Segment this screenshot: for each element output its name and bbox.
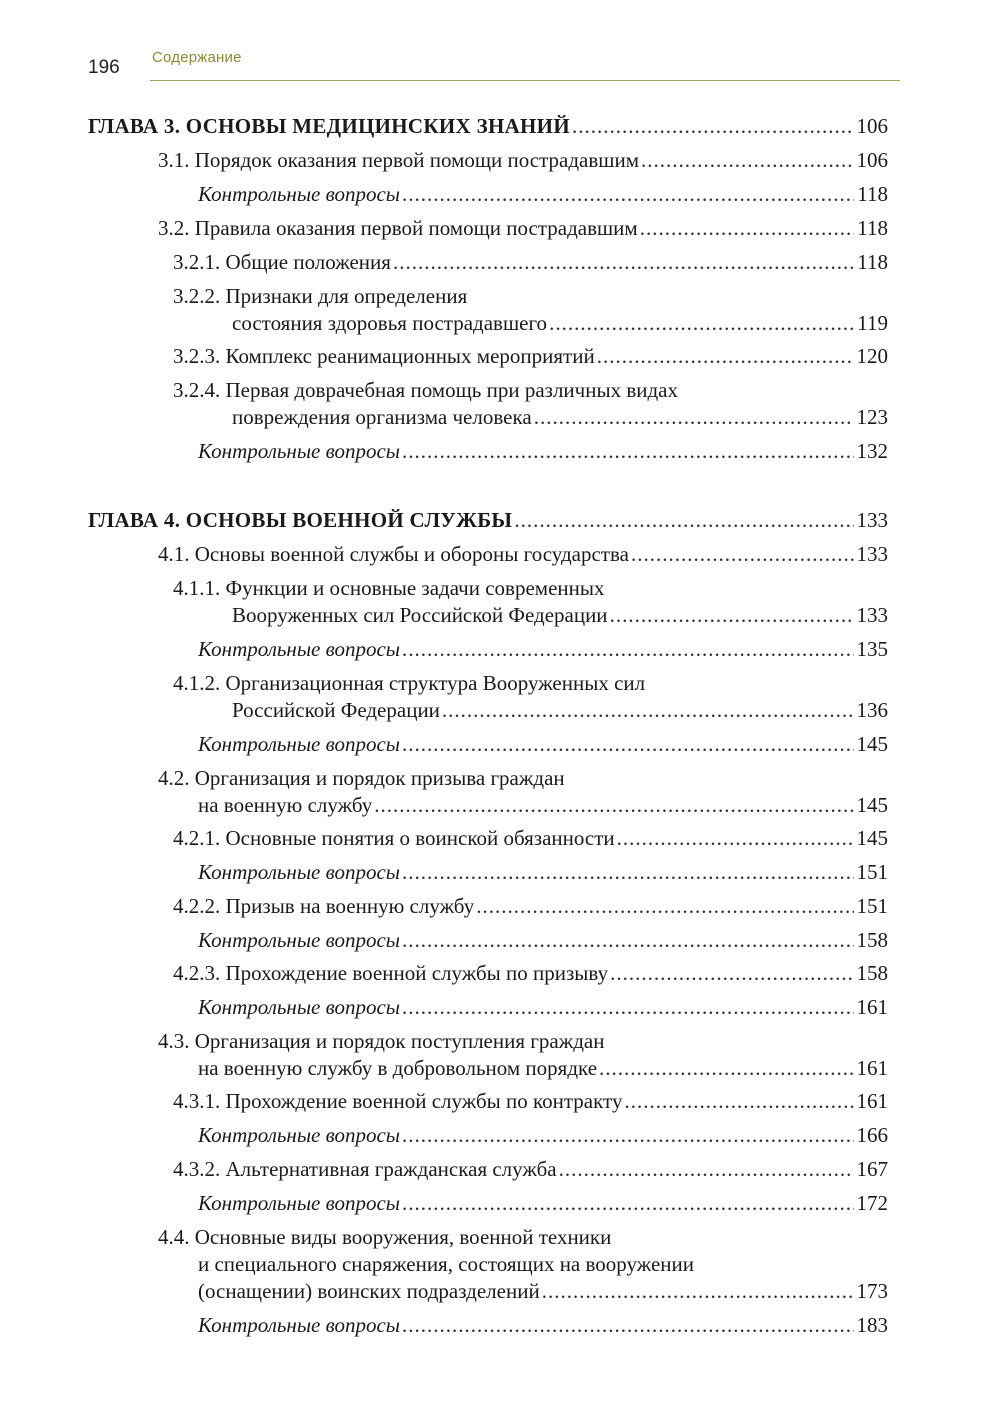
header-rule <box>150 80 900 81</box>
toc-page-number: 158 <box>856 928 888 952</box>
toc-page-number: 161 <box>856 1089 888 1113</box>
toc-entry-title: Контрольные вопросы <box>198 637 401 661</box>
toc-leader-dots <box>402 636 853 663</box>
toc-section-3-2[interactable] <box>158 215 888 242</box>
running-head: Содержание <box>152 49 242 66</box>
toc-page-number: 118 <box>857 250 888 274</box>
toc-leader-dots <box>393 249 854 276</box>
toc-section-4-1-2[interactable] <box>173 670 888 724</box>
toc-entry-title: Контрольные вопросы <box>198 732 401 756</box>
toc-entry-title: 3.2. Правила оказания первой помощи пострадавшим <box>158 216 638 240</box>
toc-leader-dots <box>610 602 854 629</box>
toc-entry-continuation: Российской Федерации <box>232 698 440 722</box>
toc-chapter-3[interactable] <box>88 113 888 140</box>
toc-section-4-2-1[interactable] <box>173 825 888 852</box>
toc-entry-title: 4.2.2. Призыв на военную службу <box>173 894 475 918</box>
toc-leader-dots <box>514 507 853 534</box>
toc-leader-dots <box>549 310 854 337</box>
toc-leader-dots <box>610 960 853 987</box>
toc-review-questions[interactable] <box>198 181 888 208</box>
toc-section-4-2[interactable] <box>158 765 888 819</box>
toc-page-number: 132 <box>856 439 888 463</box>
toc-entry-title: 4.1.2. Организационная структура Вооруженных сил <box>173 671 646 695</box>
toc-entry-title: 4.3.1. Прохождение военной службы по контракту <box>173 1089 623 1113</box>
toc-entry-title: Контрольные вопросы <box>198 995 401 1019</box>
toc-entry-title: ГЛАВА 4. ОСНОВЫ ВОЕННОЙ СЛУЖБЫ <box>88 508 513 532</box>
toc-entry-title: 3.2.4. Первая доврачебная помощь при различных видах <box>173 378 678 402</box>
toc-entry-title: 3.2.1. Общие положения <box>173 250 391 274</box>
toc-page-number: 145 <box>856 826 888 850</box>
toc-entry-title: 3.1. Порядок оказания первой помощи пострадавшим <box>158 148 639 172</box>
toc-section-3-2-4[interactable] <box>173 377 888 431</box>
toc-entry-continuation: повреждения организма человека <box>232 405 532 429</box>
toc-section-4-3-1[interactable] <box>173 1088 888 1115</box>
toc-page-number: 158 <box>856 961 888 985</box>
toc-section-4-4[interactable] <box>158 1224 888 1305</box>
toc-entry-title: 4.2. Организация и порядок призыва граждан <box>158 766 565 790</box>
toc-page-number: 133 <box>856 603 888 627</box>
toc-page-number: 106 <box>856 114 888 138</box>
toc-entry-title: Контрольные вопросы <box>198 439 401 463</box>
toc-leader-dots <box>631 541 854 568</box>
toc-entry-title: Контрольные вопросы <box>198 860 401 884</box>
toc-entry-continuation: и специального снаряжения, состоящих на вооружении <box>198 1252 694 1276</box>
toc-leader-dots <box>402 927 853 954</box>
toc-review-questions[interactable] <box>198 1190 888 1217</box>
toc-section-3-2-2[interactable] <box>173 283 888 337</box>
toc-section-3-2-1[interactable] <box>173 249 888 276</box>
toc-leader-dots <box>476 893 853 920</box>
toc-leader-dots <box>640 215 855 242</box>
toc-entry-title: ГЛАВА 3. ОСНОВЫ МЕДИЦИНСКИХ ЗНАНИЙ <box>88 114 570 138</box>
toc-review-questions[interactable] <box>198 636 888 663</box>
toc-page-number: 161 <box>856 995 888 1019</box>
toc-page-number: 161 <box>856 1056 888 1080</box>
toc-review-questions[interactable] <box>198 859 888 886</box>
toc-page-number: 133 <box>856 542 888 566</box>
toc-entry-title: 3.2.2. Признаки для определения <box>173 284 468 308</box>
toc-leader-dots <box>599 1055 853 1082</box>
toc-section-3-2-3[interactable] <box>173 343 888 370</box>
toc-page-number: 133 <box>856 508 888 532</box>
toc-leader-dots <box>402 181 854 208</box>
toc-review-questions[interactable] <box>198 731 888 758</box>
toc-section-3-1[interactable] <box>158 147 888 174</box>
toc-review-questions[interactable] <box>198 994 888 1021</box>
toc-leader-dots <box>402 1122 853 1149</box>
toc-entry-title: 4.3.2. Альтернативная гражданская служба <box>173 1157 557 1181</box>
toc-leader-dots <box>402 1190 853 1217</box>
toc-page-number: 120 <box>856 344 888 368</box>
toc-page-number: 118 <box>857 182 888 206</box>
toc-review-questions[interactable] <box>198 1122 888 1149</box>
toc-leader-dots <box>402 1312 853 1339</box>
toc-page-number: 145 <box>856 732 888 756</box>
page-number: 196 <box>88 57 120 78</box>
toc-page-number: 135 <box>856 637 888 661</box>
toc-page-number: 173 <box>856 1279 888 1303</box>
toc-section-4-3[interactable] <box>158 1028 888 1082</box>
toc-entry-title: 4.3. Организация и порядок поступления граждан <box>158 1029 605 1053</box>
toc-section-4-2-2[interactable] <box>173 893 888 920</box>
toc-entry-title: 4.4. Основные виды вооружения, военной техники <box>158 1225 612 1249</box>
toc-entry-title: Контрольные вопросы <box>198 1313 401 1337</box>
toc-entry-title: 3.2.3. Комплекс реанимационных мероприятий <box>173 344 595 368</box>
toc-entry-title: Контрольные вопросы <box>198 928 401 952</box>
toc-review-questions[interactable] <box>198 927 888 954</box>
toc-page-number: 167 <box>856 1157 888 1181</box>
toc-page-number: 119 <box>857 311 888 335</box>
toc-leader-dots <box>402 859 853 886</box>
toc-entry-continuation: на военную службу в добровольном порядке <box>198 1056 598 1080</box>
toc-chapter-4[interactable] <box>88 507 888 534</box>
toc-leader-dots <box>617 825 854 852</box>
toc-leader-dots <box>402 994 853 1021</box>
toc-entry-title: Контрольные вопросы <box>198 1123 401 1147</box>
toc-leader-dots <box>442 697 854 724</box>
toc-entry-title: Контрольные вопросы <box>198 1191 401 1215</box>
toc-page-number: 183 <box>856 1313 888 1337</box>
toc-leader-dots <box>641 147 854 174</box>
toc-page-number: 136 <box>856 698 888 722</box>
toc-leader-dots <box>402 731 853 758</box>
toc-section-4-2-3[interactable] <box>173 960 888 987</box>
toc-page-number: 172 <box>856 1191 888 1215</box>
toc-leader-dots <box>624 1088 853 1115</box>
toc-page-number: 145 <box>856 793 888 817</box>
toc-leader-dots <box>572 113 854 140</box>
toc-entry-continuation: на военную службу <box>198 793 373 817</box>
toc-leader-dots <box>597 343 854 370</box>
toc-section-4-1[interactable] <box>158 541 888 568</box>
toc-section-4-1-1[interactable] <box>173 575 888 629</box>
toc-entry-continuation: Вооруженных сил Российской Федерации <box>232 603 608 627</box>
toc-entry-title: 4.2.1. Основные понятия о воинской обязанности <box>173 826 615 850</box>
toc-entry-continuation: (оснащении) воинских подразделений <box>198 1279 540 1303</box>
toc-entry-title: Контрольные вопросы <box>198 182 401 206</box>
toc-leader-dots <box>402 438 853 465</box>
toc-page-number: 106 <box>856 148 888 172</box>
toc-leader-dots <box>559 1156 854 1183</box>
toc-leader-dots <box>374 792 853 819</box>
toc-entry-title: 4.1. Основы военной службы и обороны государства <box>158 542 629 566</box>
toc-leader-dots <box>534 404 854 431</box>
toc-section-4-3-2[interactable] <box>173 1156 888 1183</box>
toc-entry-continuation: состояния здоровья пострадавшего <box>232 311 548 335</box>
toc-entry-title: 4.1.1. Функции и основные задачи современных <box>173 576 605 600</box>
toc-review-questions[interactable] <box>198 1312 888 1339</box>
toc-page-number: 151 <box>856 860 888 884</box>
toc-page-number: 123 <box>856 405 888 429</box>
toc-leader-dots <box>542 1278 854 1305</box>
toc-page-number: 166 <box>856 1123 888 1147</box>
toc-review-questions[interactable] <box>198 438 888 465</box>
toc-entry-title: 4.2.3. Прохождение военной службы по призыву <box>173 961 609 985</box>
toc-page-number: 118 <box>857 216 888 240</box>
toc-page-number: 151 <box>856 894 888 918</box>
